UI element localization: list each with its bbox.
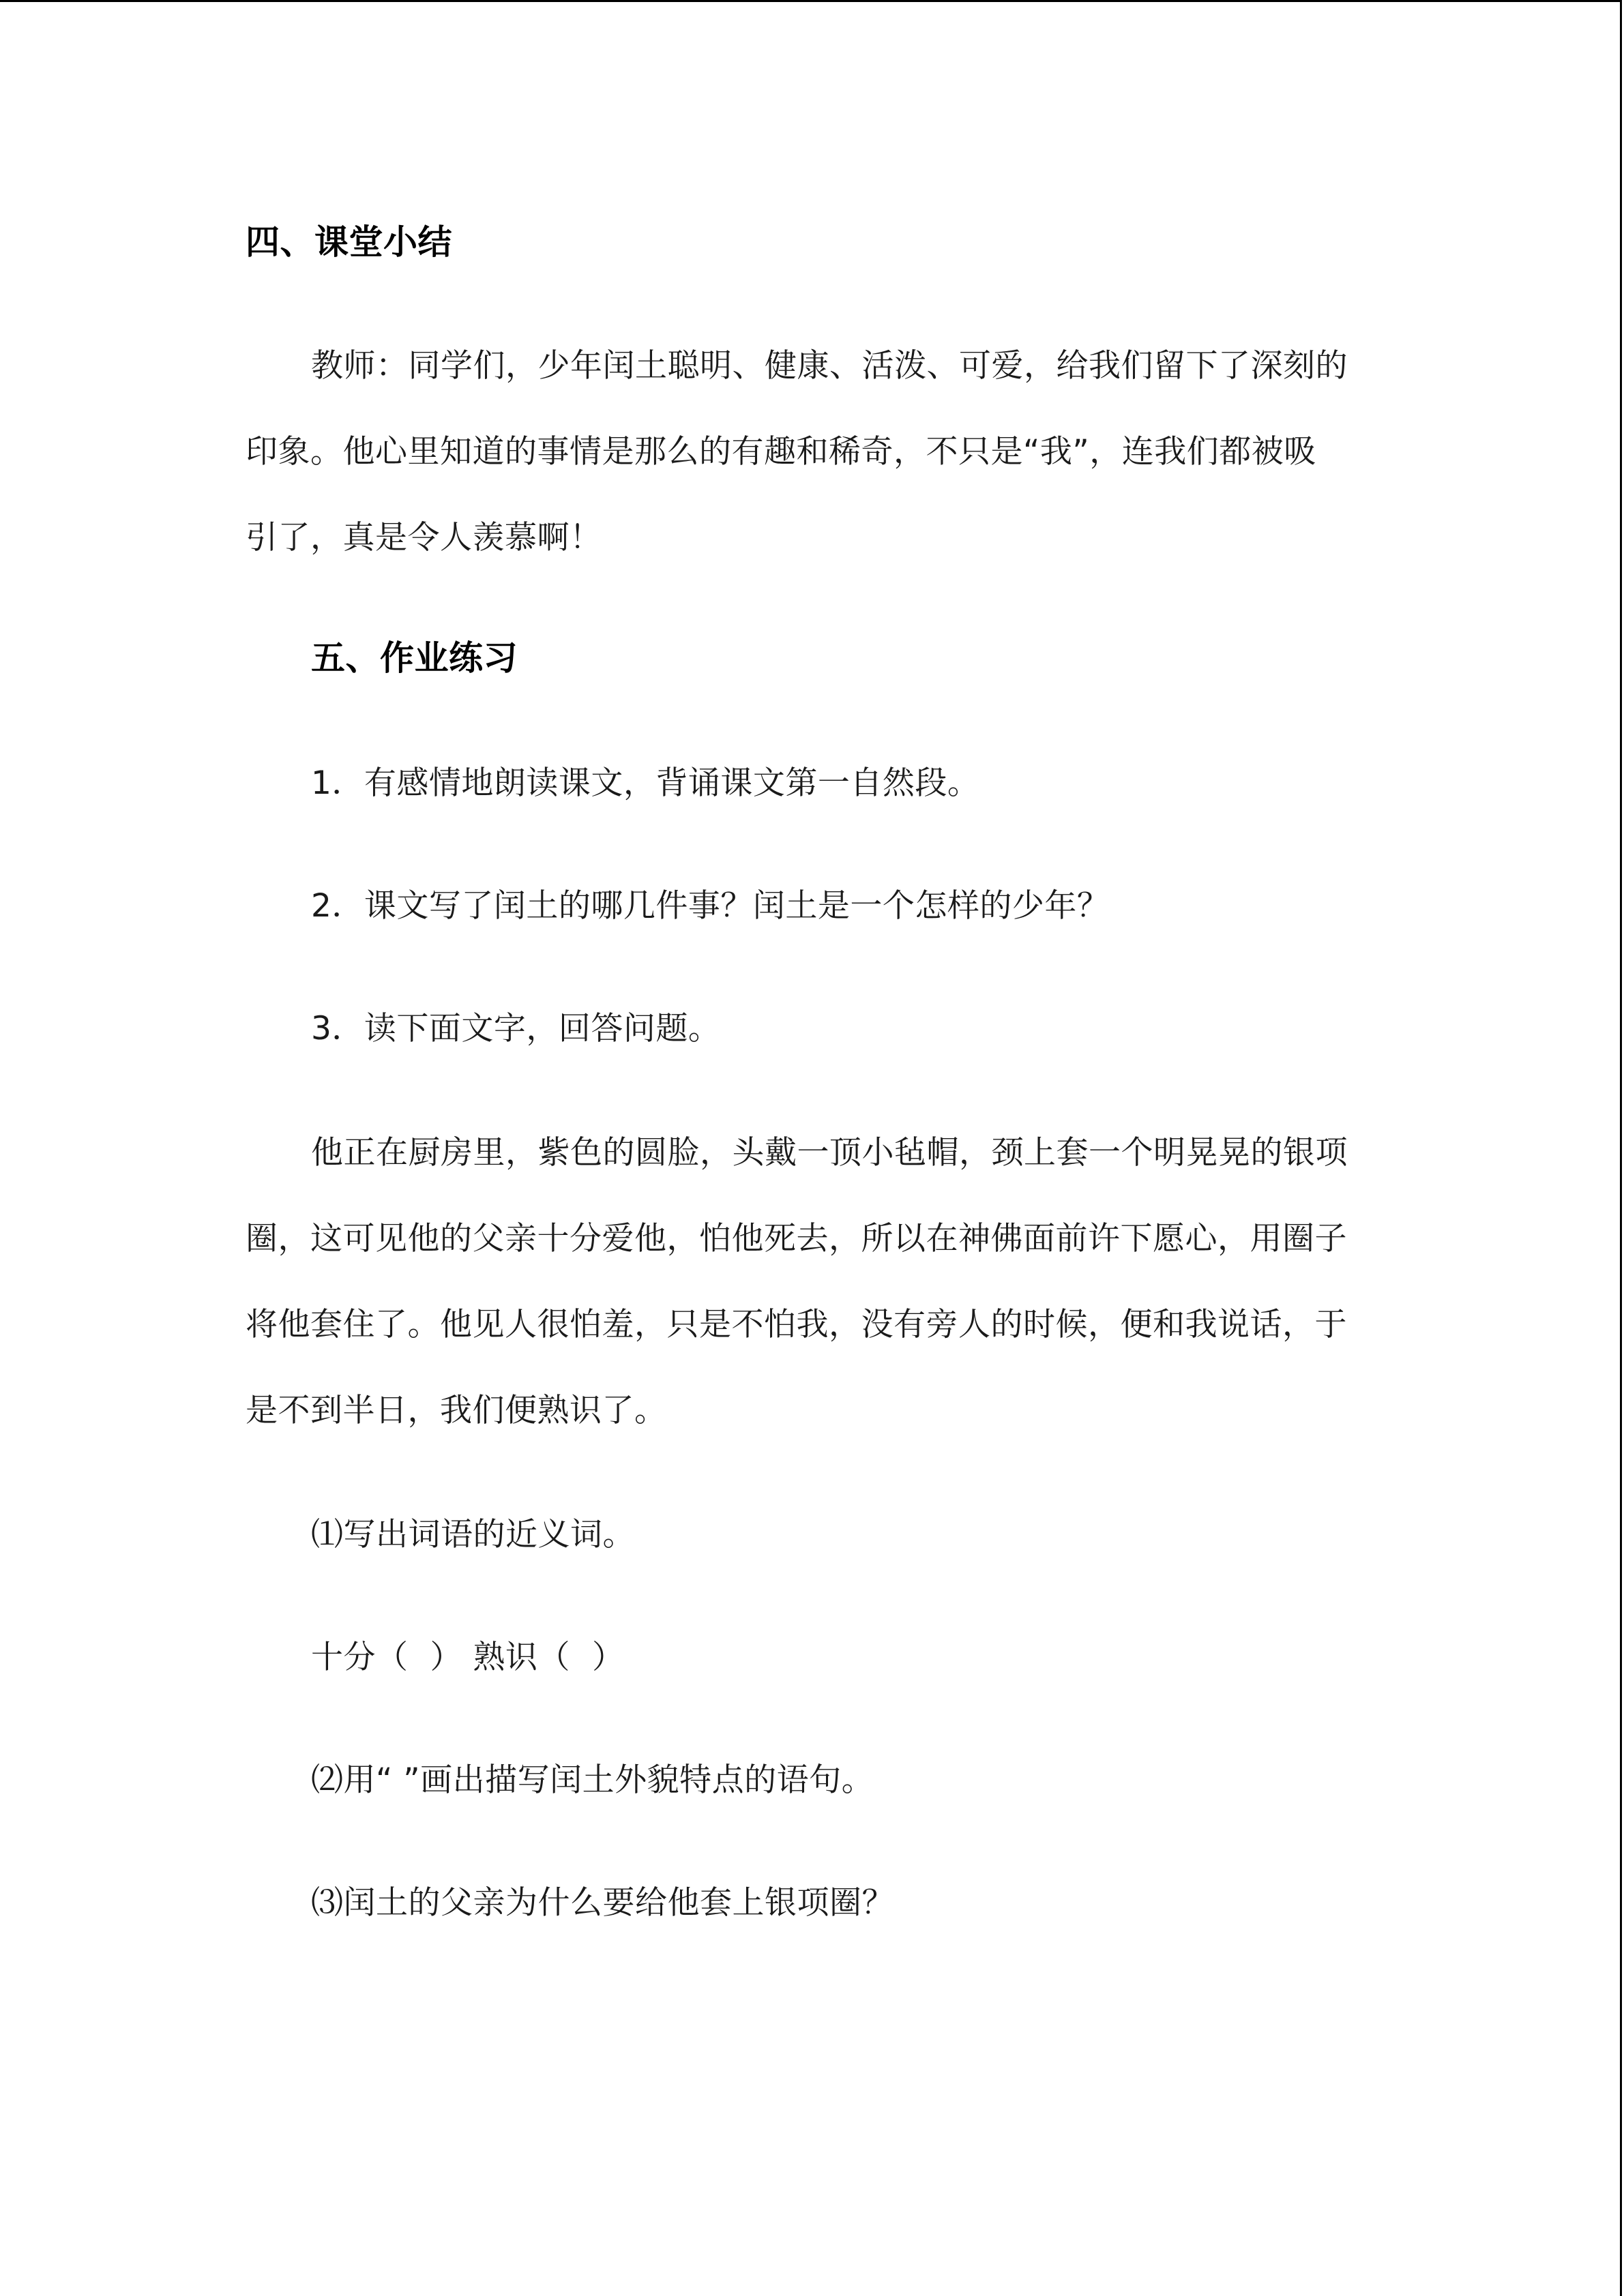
passage-line-2: 圈，这可见他的父亲十分爱他，怕他死去，所以在神佛面前许下愿心，用圈子 bbox=[246, 1220, 1347, 1257]
homework-item-1: 1．有感情地朗读课文，背诵课文第一自然段。 bbox=[311, 764, 980, 802]
synonym-close-1: ） bbox=[430, 1639, 462, 1676]
synonym-word-2: 熟识（ bbox=[473, 1639, 570, 1676]
homework-item-3: 3．读下面文字，回答问题。 bbox=[311, 1010, 721, 1047]
passage-line-4: 是不到半日，我们便熟识了。 bbox=[246, 1392, 667, 1429]
synonym-blanks bbox=[311, 1637, 624, 1678]
question-1: ⑴写出词语的近义词。 bbox=[311, 1516, 635, 1553]
synonym-word-1: 十分（ bbox=[311, 1639, 409, 1676]
summary-line-3: 引了，真是令人羡慕啊！ bbox=[246, 519, 602, 556]
homework-item-2: 2．课文写了闰土的哪几件事？闰土是一个怎样的少年？ bbox=[311, 887, 1110, 925]
section-four-heading: 四、课堂小结 bbox=[246, 222, 452, 262]
passage-line-1: 他正在厨房里，紫色的圆脸，头戴一顶小毡帽，颈上套一个明晃晃的银项 bbox=[311, 1134, 1348, 1172]
question-2: ⑵用“ ”画出描写闰土外貌特点的语句。 bbox=[311, 1761, 874, 1799]
summary-line-1: 教师：同学们，少年闰土聪明、健康、活泼、可爱，给我们留下了深刻的 bbox=[311, 347, 1348, 385]
summary-line-2: 印象。他心里知道的事情是那么的有趣和稀奇，不只是“我”，连我们都被吸 bbox=[246, 433, 1316, 471]
section-five-heading: 五、作业练习 bbox=[311, 638, 518, 678]
synonym-close-2: ） bbox=[591, 1639, 625, 1676]
question-3: ⑶闰土的父亲为什么要给他套上银项圈？ bbox=[311, 1884, 894, 1922]
passage-line-3: 将他套住了。他见人很怕羞，只是不怕我，没有旁人的时候，便和我说话，于 bbox=[246, 1306, 1347, 1343]
